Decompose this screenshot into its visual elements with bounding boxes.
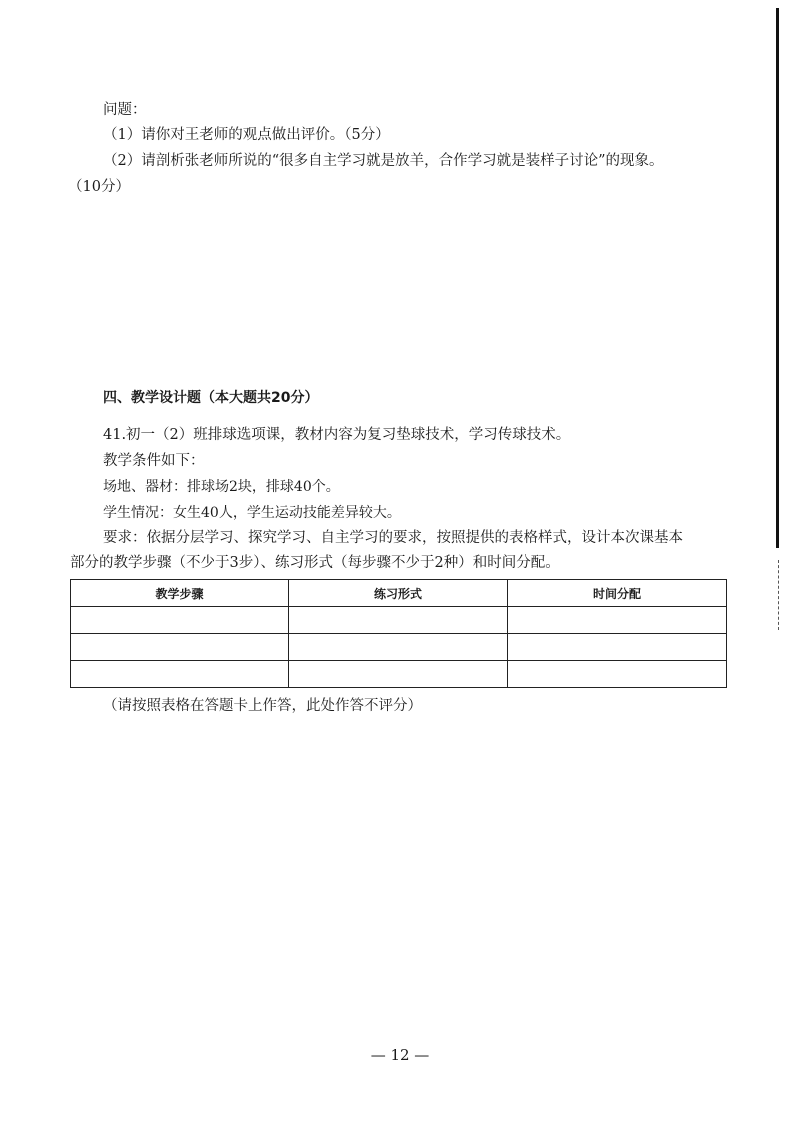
header-practice-form: 练习形式 [289,580,508,607]
table-cell [289,607,508,634]
table-cell [289,661,508,688]
binding-margin-line [776,8,779,548]
question-1: （1）请你对王老师的观点做出评价。（5分） [103,127,390,143]
table-row [71,634,727,661]
table-cell [71,634,289,661]
table-header-row [71,580,727,607]
table-cell [508,634,727,661]
requirement-line-2: 部分的教学步骤（不少于3步）、练习形式（每步骤不少于2种）和时间分配。 [70,555,560,571]
table-cell [289,634,508,661]
table-cell [71,607,289,634]
teaching-design-table [70,579,727,688]
requirement-line-1: 要求：依据分层学习、探究学习、自主学习的要求，按照提供的表格样式，设计本次课基本 [103,530,683,546]
question-2-line-2: （10分） [68,179,130,195]
header-time-allocation: 时间分配 [508,580,727,607]
header-teaching-steps: 教学步骤 [71,580,289,607]
table-cell [508,607,727,634]
question-2-line-1: （2）请剖析张老师所说的“很多自主学习就是放羊，合作学习就是装样子讨论”的现象。 [103,153,664,169]
table-cell [71,661,289,688]
question-41-intro: 41.初一（2）班排球选项课，教材内容为复习垫球技术，学习传球技术。 [103,427,571,443]
answer-note: （请按照表格在答题卡上作答，此处作答不评分） [103,698,422,714]
table-cell [508,661,727,688]
conditions-heading: 教学条件如下： [103,453,205,469]
table-row [71,607,727,634]
questions-heading: 问题： [103,102,147,118]
binding-dashed-line [778,560,780,630]
section-4-title: 四、教学设计题（本大题共20分） [103,390,319,406]
table-row [71,661,727,688]
student-situation: 学生情况：女生40人，学生运动技能差异较大。 [103,505,401,521]
page-number: — 12 — [370,1046,430,1064]
venue-equipment: 场地、器材：排球场2块，排球40个。 [103,479,340,495]
